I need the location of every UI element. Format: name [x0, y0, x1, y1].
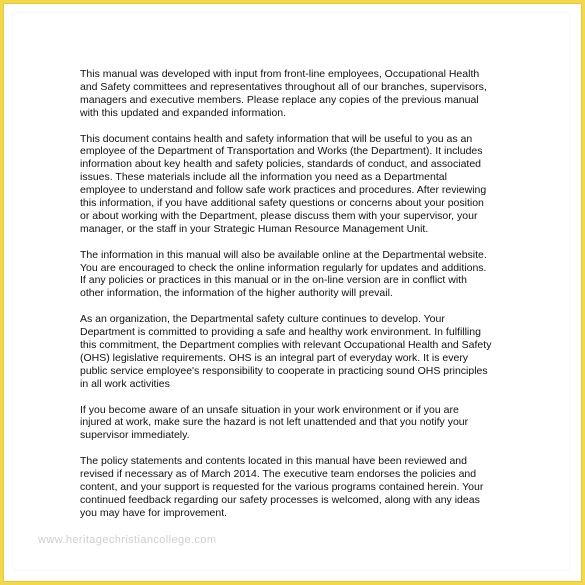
paragraph-online-availability: The information in this manual will also be available online at the Departmental website. You are encouraged to check the online information regularly for updates and additions. If any policies or practices in this manual or in the on-line version are in conflict with other information, the information of the higher authority will prevail.	[80, 248, 487, 300]
paragraph-unsafe-situation: If you become aware of an unsafe situation in your work environment or if you are injured at work, make sure the hazard is not left unattended and that you notify your supervisor immediately.	[80, 403, 469, 442]
paragraph-policy-review: The policy statements and contents located in this manual have been reviewed and revised if necessary as of March 2014. The executive team endorses the policies and content, and your support is requested for the various programs contained herein. Your continued feedback regarding our safety processes is welcomed, along with any ideas you may have for improvement.	[80, 455, 484, 519]
document-body	[80, 68, 520, 533]
paragraph-document-contents: This document contains health and safety information that will be useful to you as an employee of the Department of Transportation and Works (the Department). It includes information about key health and safety policies, standards of conduct, and associated issues. These materials include all the information you need as a Departmental employee to understand and follow safe work practices and procedures. After reviewing this information, if you have additional safety questions or concerns about your position or about working with the Department, please discuss them with your supervisor, your manager, or the staff in your Strategic Human Resource Management Unit.	[80, 132, 487, 235]
paragraph-intro: This manual was developed with input from front-line employees, Occupational Health and Safety committees and representatives throughout all of our branches, supervisors, managers and executive members. Please replace any copies of the previous manual with this updated and expanded information.	[80, 68, 487, 119]
paragraph-safety-culture: As an organization, the Departmental safety culture continues to develop. Your Department is committed to providing a safe and healthy work environment. In fulfilling this commitment, the Department complies with relevant Occupational Health and Safety (OHS) legislative requirements. OHS is an integral part of everyday work. It is every public service employee's responsibility to cooperate in practicing sound OHS principles in all work activities	[80, 313, 492, 390]
watermark-text: www.heritagechristiancollege.com	[38, 534, 217, 546]
